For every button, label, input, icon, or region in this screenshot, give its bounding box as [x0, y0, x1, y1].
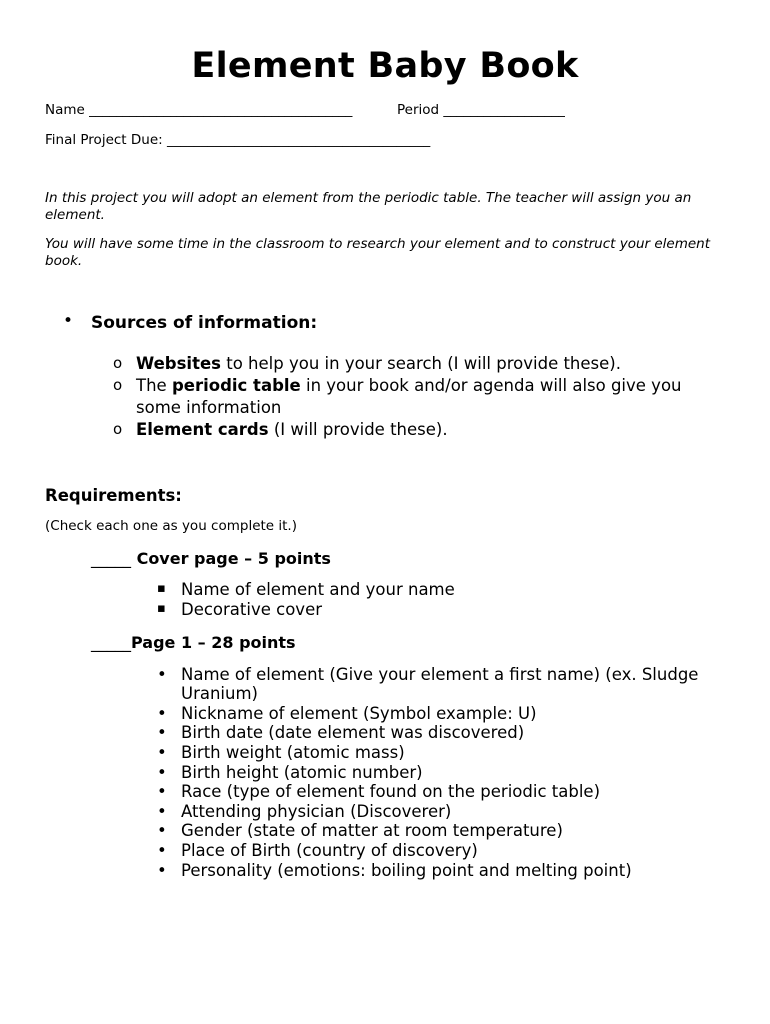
list-item-continuation: some information	[136, 398, 282, 417]
bullet-icon: •	[63, 311, 74, 331]
list-item: Name of element (Give your element a first name) (ex. Sludge	[181, 665, 699, 684]
square-bullet-icon: ▪	[157, 581, 166, 596]
page1-heading	[91, 633, 296, 652]
checkbox-blank: _____	[91, 633, 131, 652]
list-item-bold: Element cards	[136, 420, 269, 439]
list-item: Gender (state of matter at room temperature)	[181, 821, 563, 840]
bullet-icon: •	[157, 763, 167, 782]
sources-heading: Sources of information:	[91, 313, 318, 333]
list-item: Birth date (date element was discovered)	[181, 723, 525, 742]
list-item-text: to help you in your search (I will provide these).	[221, 354, 621, 373]
bullet-icon: •	[157, 821, 167, 840]
list-item: Birth height (atomic number)	[181, 763, 423, 782]
bullet-icon: •	[157, 802, 167, 821]
name-field-line: Name _______________________________________	[45, 102, 353, 118]
list-item: Place of Birth (country of discovery)	[181, 841, 478, 860]
checkbox-blank: _____	[91, 549, 131, 568]
list-item-text: in your book and/or agenda will also give you	[300, 376, 682, 395]
bullet-icon: •	[157, 723, 167, 742]
bullet-icon: •	[157, 743, 167, 762]
bullet-icon: •	[157, 861, 167, 880]
sub-bullet-icon: o	[113, 420, 123, 438]
list-item-continuation: Uranium)	[181, 684, 258, 703]
due-date-field-line: Final Project Due: _______________________________________	[45, 132, 431, 148]
page1-label: Page 1 – 28 points	[131, 633, 296, 652]
list-item	[136, 376, 682, 395]
list-item-text: The	[136, 376, 172, 395]
intro-paragraph-1: In this project you will adopt an element from the periodic table. The teacher will assign you an element.	[45, 190, 692, 223]
sub-bullet-icon: o	[113, 376, 123, 394]
cover-page-heading	[91, 549, 331, 568]
list-item: Birth weight (atomic mass)	[181, 743, 405, 762]
list-item	[136, 420, 448, 439]
bullet-icon: •	[157, 782, 167, 801]
bullet-icon: •	[157, 841, 167, 860]
list-item: Personality (emotions: boiling point and melting point)	[181, 861, 632, 880]
period-field-line: Period __________________	[397, 102, 565, 118]
list-item: Nickname of element (Symbol example: U)	[181, 704, 537, 723]
bullet-icon: •	[157, 665, 167, 684]
square-bullet-icon: ▪	[157, 601, 166, 616]
list-item	[136, 354, 621, 373]
list-item: Name of element and your name	[181, 580, 455, 599]
list-item-bold: periodic table	[171, 376, 301, 395]
cover-page-label: Cover page – 5 points	[131, 549, 331, 568]
requirements-note: (Check each one as you complete it.)	[45, 518, 297, 534]
list-item-text: (I will provide these).	[268, 420, 448, 439]
list-item-bold: Websites	[136, 354, 221, 373]
bullet-icon: •	[157, 704, 167, 723]
list-item: Decorative cover	[181, 600, 322, 619]
intro-paragraph-2: You will have some time in the classroom to research your element and to construct your element book.	[45, 236, 711, 269]
list-item: Attending physician (Discoverer)	[181, 802, 452, 821]
requirements-heading: Requirements:	[45, 486, 182, 505]
page-title: Element Baby Book	[191, 46, 579, 86]
list-item: Race (type of element found on the periodic table)	[181, 782, 601, 801]
sub-bullet-icon: o	[113, 354, 123, 372]
